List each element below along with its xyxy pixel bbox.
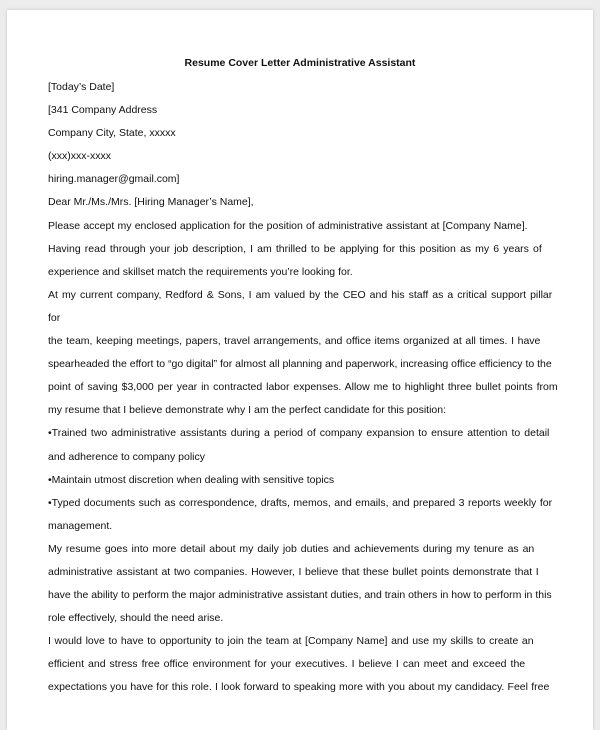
body-line: At my current company, Redford & Sons, I am valued by the CEO and his staff as a critical support pillar for (48, 288, 553, 324)
body-line: experience and skillset match the requirements you’re looking for. (48, 265, 353, 278)
document-title: Resume Cover Letter Administrative Assistant (184, 57, 416, 69)
bullet-continuation: management. (48, 519, 113, 532)
body-line: administrative assistant at two companies. However, I believe that these bullet points demonstrate that I (48, 565, 539, 578)
body-line: efficient and stress free office environment for your executives. I believe I can meet and exceed the (48, 658, 526, 671)
body-line: Please accept my enclosed application for the position of administrative assistant at [Company Name]. (48, 219, 528, 232)
bullet-item: •Typed documents such as correspondence, drafts, memos, and emails, and prepared 3 reports weekly for (48, 496, 553, 509)
address-line: [341 Company Address (48, 104, 158, 117)
body-line: I would love to have to opportunity to join the team at [Company Name] and use my skills to create an (48, 635, 534, 648)
body-line: point of saving $3,000 per year in contracted labor expenses. Allow me to highlight three bullet points from (48, 381, 558, 394)
phone-line: (xxx)xxx-xxxx (48, 150, 111, 163)
body-line: My resume goes into more detail about my daily job duties and achievements during my tenure as an (48, 542, 535, 555)
body-line: role effectively, should the need arise. (48, 612, 224, 625)
bullet-continuation: and adherence to company policy (48, 450, 206, 463)
body-line: expectations you have for this role. I look forward to speaking more with you about my candidacy. Feel free (48, 681, 550, 694)
body-line: my resume that I believe demonstrate why I am the perfect candidate for this position: (48, 404, 447, 417)
date-line: [Today’s Date] (48, 81, 115, 93)
email-line: hiring.manager@gmail.com] (48, 173, 180, 186)
document-page (7, 10, 593, 730)
body-line: Having read through your job description, I am thrilled to be applying for this position as my 6 years of (48, 242, 542, 255)
city-state-line: Company City, State, xxxxx (48, 127, 176, 140)
letter-body (48, 76, 558, 700)
bullet-item: •Maintain utmost discretion when dealing with sensitive topics (48, 473, 335, 486)
body-line: the team, keeping meetings, papers, travel arrangements, and office items organized at all times. I have (48, 335, 541, 348)
body-line: have the ability to perform the major administrative assistant duties, and train others in how to perform in this (48, 589, 552, 602)
body-line: spearheaded the effort to “go digital” for almost all planning and paperwork, increasing office efficiency to the (48, 358, 552, 371)
bullet-item: •Trained two administrative assistants during a period of company expansion to ensure attention to detail (48, 427, 550, 440)
salutation: Dear Mr./Ms./Mrs. [Hiring Manager’s Name], (48, 196, 254, 209)
